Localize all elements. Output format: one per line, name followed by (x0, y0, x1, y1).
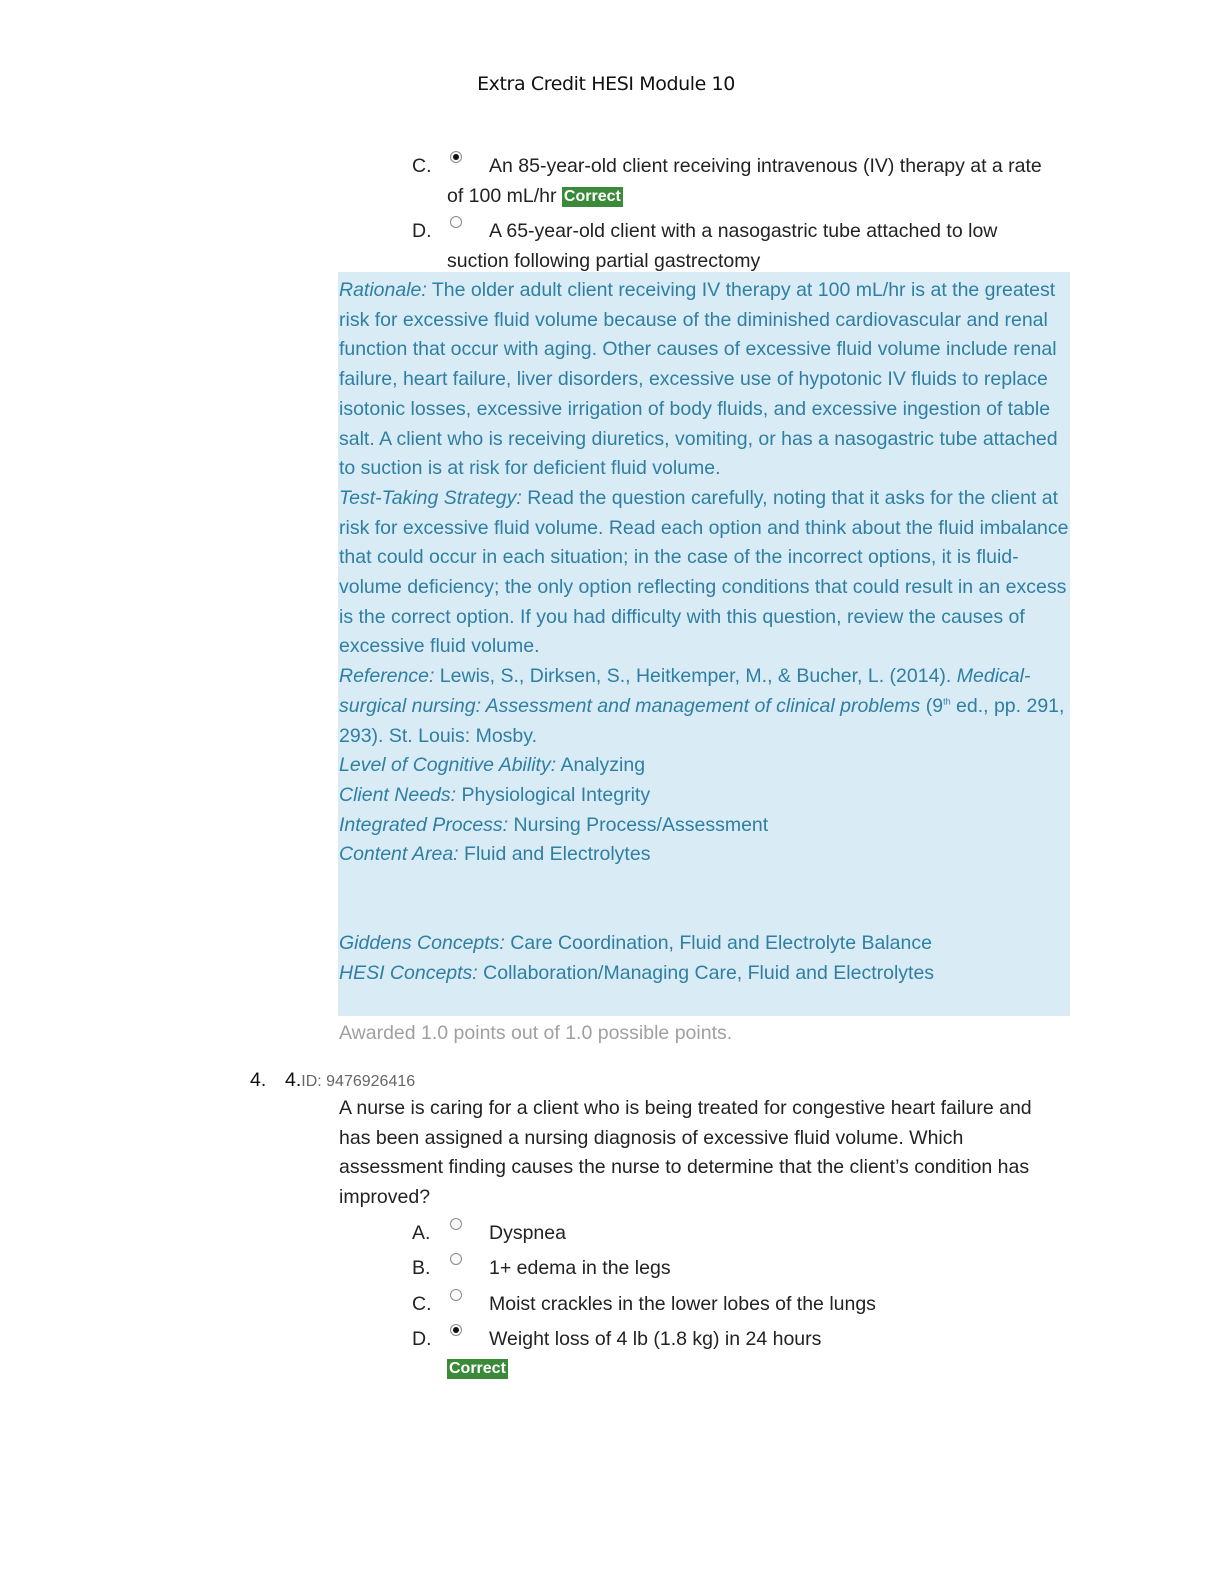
option-text: 1+ edema in the legs (489, 1257, 671, 1279)
strategy-paragraph: Test-Taking Strategy: Read the question carefully, noting that it asks for the client at risk for excessive fluid volume. Read each option and think about the fluid imbalance that could occur in each situation; in the case of the incorrect options, it is fluid-volume deficiency; the only option reflecting conditions that could result in an excess is the correct option. If you had difficulty with this question, review the causes of excessive fluid volume. (339, 486, 1069, 658)
strategy-label: Test-Taking Strategy: (339, 486, 522, 509)
option-text: Dyspnea (489, 1222, 566, 1244)
giddens-concepts: Giddens Concepts: Care Coordination, Fluid and Electrolyte Balance (339, 932, 932, 955)
page-title: Extra Credit HESI Module 10 (477, 73, 735, 95)
option-letter: B. (412, 1257, 431, 1279)
awarded-points: Awarded 1.0 points out of 1.0 possible points. (339, 1022, 733, 1044)
radio-unselected-icon[interactable] (450, 1289, 462, 1301)
radio-unselected-icon[interactable] (450, 1253, 462, 1265)
question-stem: A nurse is caring for a client who is being treated for congestive heart failure and has been assigned a nursing diagnosis of excessive fluid volume. Which assessment finding causes the nurse to determine that the client’s condition has improved? (339, 1097, 1032, 1209)
integrated-process: Integrated Process: Nursing Process/Assessment (339, 813, 769, 836)
question-id: 4.ID: 9476926416 (285, 1069, 416, 1091)
option-letter: C. (412, 1293, 432, 1315)
option-letter: A. (412, 1222, 431, 1244)
correct-badge: Correct (449, 1360, 506, 1377)
rationale-label: Rationale: (339, 279, 427, 301)
hesi-concepts: HESI Concepts: Collaboration/Managing Care, Fluid and Electrolytes (339, 962, 935, 985)
option-text: Weight loss of 4 lb (1.8 kg) in 24 hours (489, 1328, 822, 1350)
reference-label: Reference: (339, 665, 435, 688)
question-list-number: 4. (250, 1069, 267, 1091)
content-area: Content Area: Fluid and Electrolytes (339, 843, 651, 866)
client-needs: Client Needs: Physiological Integrity (339, 783, 651, 806)
rationale-paragraph: Rationale: The older adult client receiving IV therapy at 100 mL/hr is at the greatest risk for excessive fluid volume because of the diminished cardiovascular and renal function that occur with aging. Other causes of excessive fluid volume include renal failure, heart failure, liver disorders, excessive use of hypotonic IV fluids to replace isotonic losses, excessive irrigation of body fluids, and excessive ingestion of table salt. A client who is receiving diuretics, vomiting, or has a nasogastric tube attached to suction is at risk for deficient fluid volume. (339, 279, 1058, 480)
reference-title: Medical-surgical nursing: Assessment and management of clinical problems (339, 665, 1031, 717)
spacer (339, 870, 1069, 929)
option-letter: D. (412, 1328, 432, 1350)
radio-unselected-icon[interactable] (450, 1218, 462, 1230)
option-text: Moist crackles in the lower lobes of the lungs (489, 1293, 876, 1315)
option-letter: C. (412, 155, 432, 177)
radio-selected-icon[interactable] (450, 1324, 462, 1336)
rationale-panel (338, 272, 1070, 1016)
option-text: An 85-year-old client receiving intravenous (IV) therapy at a rate of 100 mL/hr Correct (447, 155, 1042, 207)
option-letter: D. (412, 220, 432, 242)
correct-badge: Correct (563, 187, 621, 205)
option-text: A 65-year-old client with a nasogastric tube attached to low suction following partial gastrectomy (447, 220, 998, 272)
reference-paragraph: Reference: Lewis, S., Dirksen, S., Heitkemper, M., & Bucher, L. (2014). Medical-surgical nursing: Assessment and management of clinical problems (9th ed., pp. 291, 293). St. Louis: Mosby. (339, 665, 1065, 747)
cognitive-level: Level of Cognitive Ability: Analyzing (339, 754, 646, 777)
